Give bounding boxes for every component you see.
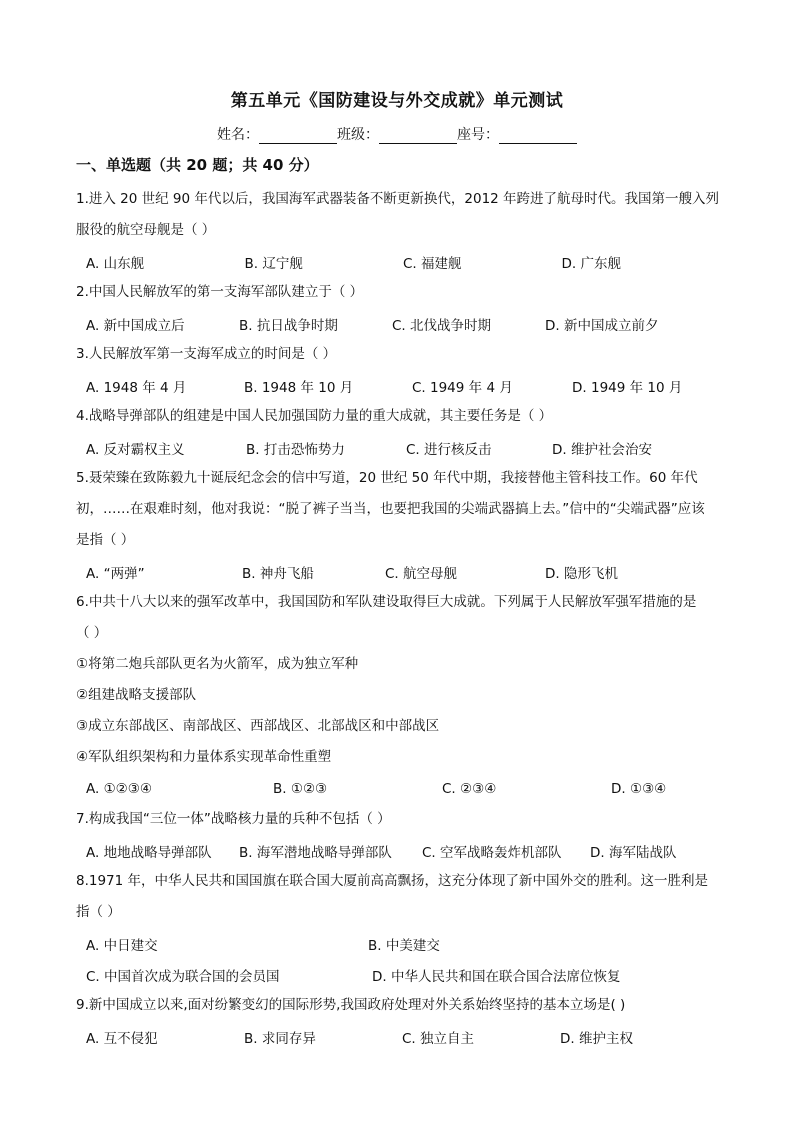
option-b[interactable]: B. 抗日战争时期	[239, 317, 338, 334]
option-c[interactable]: C. 福建舰	[403, 255, 462, 272]
option-b[interactable]: B. 求同存异	[244, 1030, 316, 1047]
question-6	[76, 587, 720, 804]
question-3	[76, 339, 720, 401]
question-6-item-1: ①将第二炮兵部队更名为火箭军，成为独立军种	[76, 656, 359, 672]
option-a[interactable]: A. “两弹”	[86, 565, 145, 582]
option-a[interactable]: A. 1948 年 4 月	[86, 379, 187, 396]
option-a[interactable]: A. 山东舰	[86, 255, 145, 272]
question-6-line-1: 6.中共十八大以来的强军改革中，我国国防和军队建设取得巨大成就。下列属于人民解放军强军措施的是	[76, 594, 697, 610]
option-b[interactable]: B. ①②③	[273, 780, 328, 797]
option-c[interactable]: C. 进行核反击	[406, 441, 492, 458]
option-b[interactable]: B. 神舟飞船	[242, 565, 314, 582]
name-label: 姓名：	[217, 127, 259, 143]
option-c[interactable]: C. 航空母舰	[385, 565, 458, 582]
question-6-line-2: （ ）	[76, 625, 108, 641]
question-6-item-2: ②组建战略支援部队	[76, 687, 197, 703]
option-d[interactable]: D. 1949 年 10 月	[572, 379, 683, 396]
option-c[interactable]: C. 中国首次成为联合国的会员国	[86, 968, 280, 985]
question-1-line-2: 服役的航空母舰是（ ）	[76, 222, 216, 238]
question-8-options-row-1	[76, 928, 720, 959]
question-7-line-1: 7.构成我国“三位一体”战略核力量的兵种不包括（ ）	[76, 811, 391, 827]
option-d[interactable]: D. 隐形飞机	[545, 565, 618, 582]
question-list	[76, 184, 720, 1052]
question-5-line-3: 是指（ ）	[76, 532, 135, 548]
option-c[interactable]: C. ②③④	[442, 780, 497, 797]
option-c[interactable]: C. 独立自主	[402, 1030, 475, 1047]
option-a[interactable]: A. 地地战略导弹部队	[86, 844, 212, 861]
seat-blank[interactable]	[499, 129, 577, 144]
question-2-line-1: 2.中国人民解放军的第一支海军部队建立于（ ）	[76, 284, 364, 300]
question-6-item-4: ④军队组织架构和力量体系实现革命性重塑	[76, 749, 332, 765]
option-a[interactable]: A. 互不侵犯	[86, 1030, 158, 1047]
option-b[interactable]: B. 辽宁舰	[244, 255, 303, 272]
option-a[interactable]: A. 新中国成立后	[86, 317, 185, 334]
question-4-line-1: 4.战略导弹部队的组建是中国人民加强国防力量的重大成就，其主要任务是（ ）	[76, 408, 553, 424]
option-d[interactable]: D. 广东舰	[561, 255, 621, 272]
option-a[interactable]: A. 中日建交	[86, 937, 158, 954]
question-1	[76, 184, 720, 277]
option-b[interactable]: B. 海军潜地战略导弹部队	[239, 844, 392, 861]
question-8	[76, 866, 720, 990]
option-d[interactable]: D. 维护社会治安	[552, 441, 652, 458]
question-4-options	[76, 432, 720, 463]
question-3-line-1: 3.人民解放军第一支海军成立的时间是（ ）	[76, 346, 337, 362]
question-1-line-1: 1.进入 20 世纪 90 年代以后，我国海军武器装备不断更新换代，2012 年跨进了航母时代。我国第一艘入列	[76, 191, 720, 207]
name-blank[interactable]	[259, 129, 337, 144]
option-b[interactable]: B. 1948 年 10 月	[244, 379, 354, 396]
question-6-options	[76, 773, 720, 804]
question-8-line-1: 8.1971 年，中华人民共和国国旗在联合国大厦前高高飘扬，这充分体现了新中国外交的胜利。这一胜利是	[76, 873, 709, 889]
option-a[interactable]: A. ①②③④	[86, 780, 152, 797]
question-7-options	[76, 835, 720, 866]
option-c[interactable]: C. 空军战略轰炸机部队	[422, 844, 562, 861]
question-8-options-row-2	[76, 959, 720, 990]
seat-label: 座号：	[457, 127, 499, 143]
question-5-options	[76, 556, 720, 587]
option-b[interactable]: B. 中美建交	[368, 937, 440, 954]
section-heading: 一、单选题（共 20 题；共 40 分）	[76, 156, 319, 174]
question-1-options	[76, 246, 720, 277]
option-d[interactable]: D. 海军陆战队	[590, 844, 677, 861]
option-c[interactable]: C. 北伐战争时期	[392, 317, 492, 334]
option-a[interactable]: A. 反对霸权主义	[86, 441, 185, 458]
question-8-line-2: 指（ ）	[76, 904, 121, 920]
question-2-options	[76, 308, 720, 339]
class-blank[interactable]	[379, 129, 457, 144]
student-info-line	[0, 124, 794, 144]
question-5-line-1: 5.聂荣臻在致陈毅九十诞辰纪念会的信中写道，20 世纪 50 年代中期，我接替他主管科技工作。60 年代	[76, 470, 698, 486]
question-9-options	[76, 1021, 720, 1052]
option-d[interactable]: D. ①③④	[611, 780, 667, 797]
question-5	[76, 463, 720, 587]
option-d[interactable]: D. 中华人民共和国在联合国合法席位恢复	[372, 968, 621, 985]
option-b[interactable]: B. 打击恐怖势力	[246, 441, 345, 458]
class-label: 班级：	[337, 127, 379, 143]
page-title: 第五单元《国防建设与外交成就》单元测试	[230, 91, 564, 111]
option-d[interactable]: D. 新中国成立前夕	[545, 317, 659, 334]
option-c[interactable]: C. 1949 年 4 月	[412, 379, 513, 396]
question-7	[76, 804, 720, 866]
question-4	[76, 401, 720, 463]
question-9	[76, 990, 720, 1052]
question-2	[76, 277, 720, 339]
question-6-item-3: ③成立东部战区、南部战区、西部战区、北部战区和中部战区	[76, 718, 440, 734]
question-5-line-2: 初，……在艰难时刻，他对我说：“脱了裤子当当，也要把我国的尖端武器搞上去。”信中的“尖端武器”应该	[76, 501, 705, 517]
option-d[interactable]: D. 维护主权	[560, 1030, 633, 1047]
question-9-line-1: 9.新中国成立以来,面对纷繁变幻的国际形势,我国政府处理对外关系始终坚持的基本立场是( )	[76, 997, 626, 1013]
question-3-options	[76, 370, 720, 401]
